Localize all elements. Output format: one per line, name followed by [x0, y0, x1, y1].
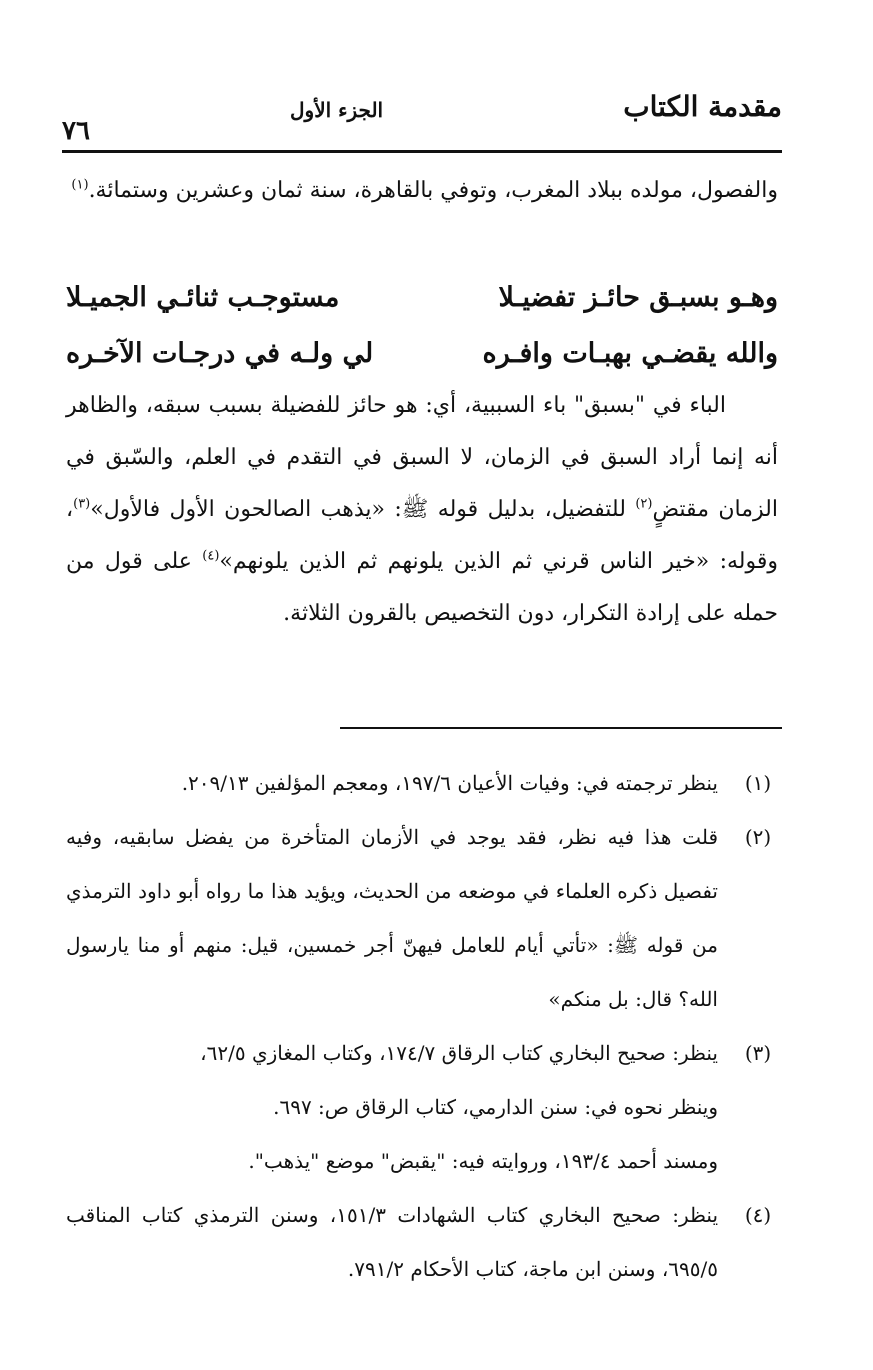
footnote-2-number: (٢) [744, 825, 772, 849]
paragraph-2-part-4: على قول من حمله على إرادة التكرار، دون التخصيص بالقرون الثلاثة. [66, 549, 778, 626]
footnote-3-number: (٣) [744, 1041, 772, 1065]
footnote-ref-3: (٣) [73, 496, 91, 512]
footnote-ref-2: (٢) [635, 496, 653, 512]
header-rule [62, 150, 782, 153]
footnote-separator [340, 727, 782, 729]
footnote-2-text: قلت هذا فيه نظر، فقد يوجد في الأزمان المتأخرة من يفضل سابقيه، وفيه تفصيل ذكره العلماء في موضعه من الحديث، ويؤيد هذا ما رواه أبو داود الترمذي من قوله ﷺ: «تأتي أيام للعامل فيهنّ أجر خمسين، قيل: منهم أو منا يارسول الله؟ قال: بل منكم» [66, 825, 718, 1011]
verse-line-1 [66, 282, 778, 338]
verse-2-first-hemistich: والله يقضـي بهبـات وافـره [482, 338, 778, 369]
footnote-1-number: (١) [744, 771, 772, 795]
verse-1-first-hemistich: وهـو بسبـق حائـز تفضيـلا [498, 282, 778, 313]
page-header [62, 90, 782, 150]
page-number: ٧٦ [62, 116, 90, 146]
footnote-4-number: (٤) [744, 1203, 772, 1227]
verse-1-second-hemistich: مستوجـب ثنائـي الجميـلا [66, 282, 340, 313]
volume-label: الجزء الأول [290, 98, 384, 122]
verse-2-second-hemistich: لي ولـه في درجـات الآخـره [66, 338, 374, 369]
footnote-1 [66, 756, 778, 810]
footnote-1-line-1: ينظر ترجمته في: وفيات الأعيان ١٩٧/٦، ومعجم المؤلفين ٢٠٩/١٣. [181, 771, 718, 795]
footnote-ref-1: (١) [71, 177, 89, 193]
footnote-4 [66, 1188, 778, 1296]
footnote-ref-4: (٤) [202, 548, 220, 564]
footnote-4-text: ينظر: صحيح البخاري كتاب الشهادات ١٥١/٣، وسنن الترمذي كتاب المناقب ٦٩٥/٥، وسنن ابن ماجة، كتاب الأحكام ٧٩١/٢. [66, 1203, 719, 1281]
paragraph-1-text: والفصول، مولده ببلاد المغرب، وتوفي بالقاهرة، سنة ثمان وعشرين وستمائة. [88, 178, 778, 203]
paragraph-2 [66, 380, 778, 640]
footnote-3 [66, 1026, 778, 1188]
paragraph-2-part-2: للتفضيل، بدليل قوله ﷺ: «يذهب الصالحون الأول فالأول» [90, 497, 636, 522]
footnote-2 [66, 810, 778, 1026]
footnote-3-line-2: وينظر نحوه في: سنن الدارمي، كتاب الرقاق ص: ٦٩٧. [273, 1095, 718, 1119]
paragraph-2-part-1: الباء في "بسبق" باء السببية، أي: هو حائز للفضيلة بسبب سبقه، والظاهر أنه إنما أراد السبق في الزمان، لا السبق في التقدم في العلم، والسّبق في الزمان مقتضٍ [66, 393, 778, 522]
paragraph-1 [66, 165, 778, 217]
footnote-3-line-3: ومسند أحمد ١٩٣/٤، وروايته فيه: "يقبض" موضع "يذهب". [248, 1149, 718, 1173]
section-title: مقدمة الكتاب [623, 90, 782, 123]
paragraph-2-part-3: ، وقوله: «خير الناس قرني ثم الذين يلونهم ثم الذين يلونهم» [66, 497, 778, 574]
footnote-3-line-1: ينظر: صحيح البخاري كتاب الرقاق ١٧٤/٧، وكتاب المغازي ٦٢/٥، [200, 1041, 718, 1065]
